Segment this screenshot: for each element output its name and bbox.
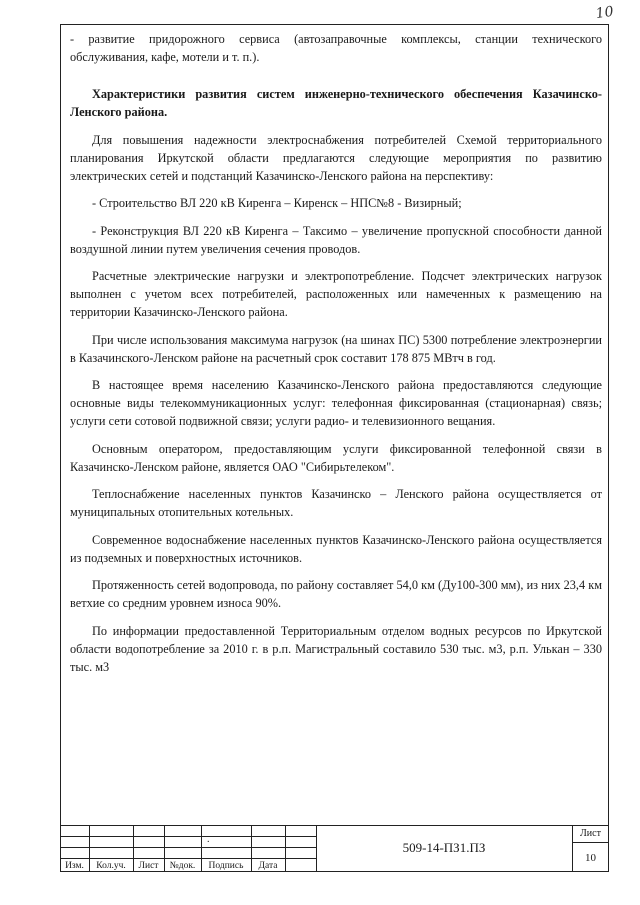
paragraph-loads: Расчетные электрические нагрузки и электропотребление. Подсчет электрических нагрузок выполнен с учетом всех потребителей, расположенных или намеченных к размещению на территории Казачинско-Ленского района. xyxy=(70,269,602,319)
label-signature: Подпись xyxy=(208,861,244,871)
title-block xyxy=(60,825,609,872)
label-doc-number: №док. xyxy=(169,861,196,871)
paragraph-water-consumption: По информации предоставленной Территориальным отделом водных ресурсов по Иркутской области водопотребление за 2010 г. в р.п. Магистральный составило 530 тыс. м3, р.п. Улькан – 330 тыс. м3 xyxy=(70,623,602,674)
paragraph-power-supply: Для повышения надежности электроснабжения потребителей Схемой территориального планирования Иркутской области предлагаются следующие мероприятия по развитию электрических сетей и подстанций Казачинско-Ленского района на перспективу: xyxy=(70,132,602,183)
paragraph-operator: Основным оператором, предоставляющим услуги фиксированной телефонной связи в Казачинско-Ленском районе, является ОАО "Сибирьтелеком". xyxy=(70,441,602,474)
document-body xyxy=(70,30,602,685)
paragraph-consumption: При числе использования максимума нагрузок (на шинах ПС) 5300 потребление электроэнергии в Казачинского-Ленском районе на расчетный срок составит 178 875 МВтч в год. xyxy=(70,332,602,365)
label-date: Дата xyxy=(258,861,278,871)
section-heading: Характеристики развития систем инженерно-технического обеспечения Казачинско-Ленского района. xyxy=(70,87,602,119)
label-kol-uch: Кол.уч. xyxy=(96,861,126,871)
paragraph-heating: Теплоснабжение населенных пунктов Казачинско – Ленского района осуществляется от муниципальных отопительных котельных. xyxy=(70,487,602,519)
handwritten-page-number: 10 xyxy=(594,3,615,23)
paragraph-water-supply: Современное водоснабжение населенных пунктов Казачинско-Ленского района осуществляется из подземных и поверхностных источников. xyxy=(70,532,602,565)
paragraph-telecom: В настоящее время населению Казачинско-Ленского района предоставляются следующие основные виды телекоммуникационных услуг: телефонная фиксированная (стационарная) связь; услуги сети сотовой подвижной связи; услуги радио- и телевизионного вещания. xyxy=(70,378,602,428)
sheet-number: 10 xyxy=(585,852,596,864)
sheet-label: Лист xyxy=(580,828,601,839)
document-code: 509-14-ПЗ1.ПЗ xyxy=(402,840,486,855)
title-block-row-line xyxy=(60,847,316,848)
sheet-cell-line xyxy=(572,842,609,843)
label-izm: Изм. xyxy=(65,861,84,871)
paragraph-vl-construction: - Строительство ВЛ 220 кВ Киренга – Киренск – НПС№8 - Визирный; xyxy=(92,196,462,210)
label-list: Лист xyxy=(138,861,159,871)
title-block-row-line xyxy=(60,836,316,837)
title-block-col-line xyxy=(285,826,286,872)
paragraph-service: - развитие придорожного сервиса (автозаправочные комплексы, станции технического обслуживания, кафе, мотели и т. п.). xyxy=(70,32,602,64)
title-block-mark: . xyxy=(207,834,210,845)
paragraph-water-network: Протяженность сетей водопровода, по району составляет 54,0 км (Ду100-300 мм), из них 23,4 км ветхие со средним уровнем износа 90%. xyxy=(70,578,602,610)
paragraph-vl-reconstruction: - Реконструкция ВЛ 220 кВ Киренга – Таксимо – увеличение пропускной способности данной воздушной линии путем увеличения сечения проводов. xyxy=(70,223,602,256)
